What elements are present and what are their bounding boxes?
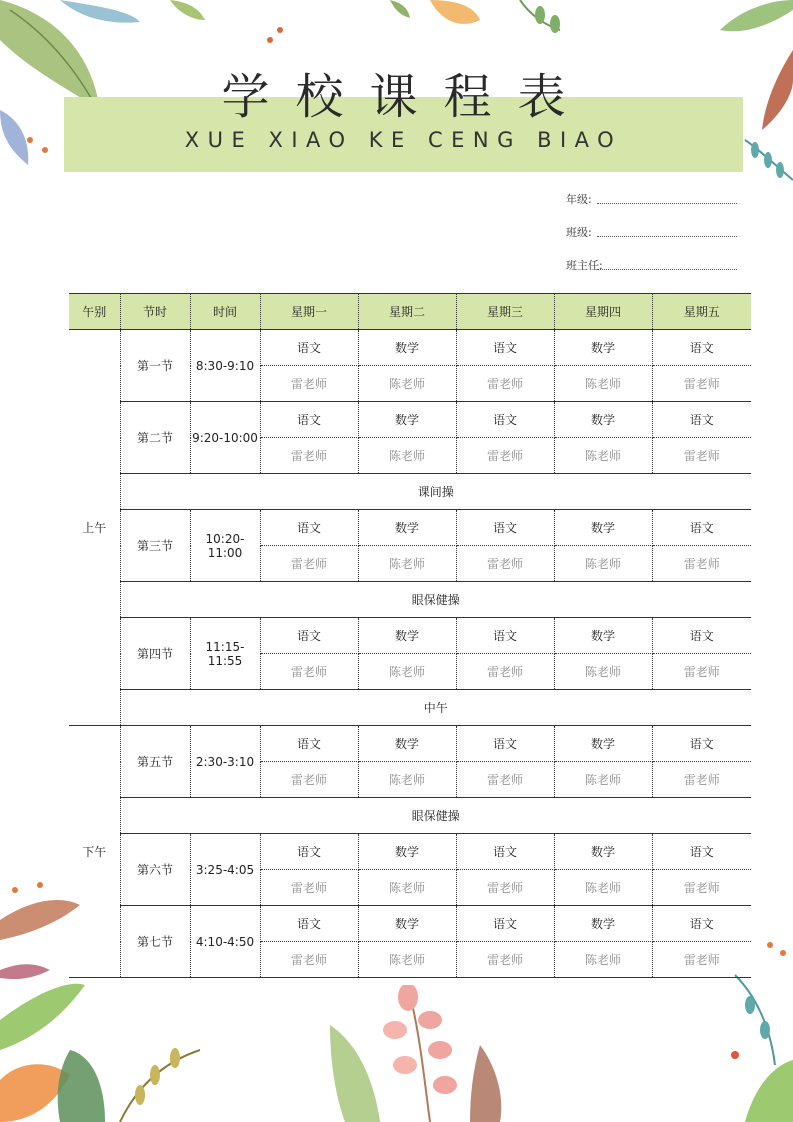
head-teacher-label: 班主任: — [566, 259, 603, 272]
break-row-eye-exercise-label: 眼保健操 — [120, 798, 751, 834]
teacher-cell: 雷老师 — [652, 654, 751, 690]
teacher-cell: 雷老师 — [456, 762, 554, 798]
period-subject-row — [69, 834, 751, 870]
subject-cell: 数学 — [358, 402, 456, 438]
teacher-cell: 雷老师 — [652, 438, 751, 474]
subject-cell: 数学 — [554, 618, 652, 654]
column-header: 节时 — [120, 294, 190, 330]
head-teacher-field[interactable] — [566, 257, 603, 273]
period-name: 第五节 — [120, 726, 190, 798]
noon-row-label: 中午 — [120, 690, 751, 726]
page-title: 学校课程表 — [221, 69, 592, 125]
period-name: 第六节 — [120, 834, 190, 906]
teacher-cell: 雷老师 — [652, 942, 751, 978]
teacher-cell: 陈老师 — [554, 438, 652, 474]
subject-cell: 语文 — [260, 402, 358, 438]
noon-row — [69, 690, 751, 726]
subject-cell: 语文 — [652, 834, 751, 870]
subject-cell: 数学 — [358, 330, 456, 366]
class-label: 班级: — [566, 226, 592, 239]
period-name: 第二节 — [120, 402, 190, 474]
teacher-cell: 雷老师 — [652, 366, 751, 402]
subject-cell: 语文 — [456, 402, 554, 438]
teacher-cell: 陈老师 — [554, 366, 652, 402]
teacher-cell: 雷老师 — [260, 546, 358, 582]
teacher-cell: 雷老师 — [456, 366, 554, 402]
period-subject-row — [69, 330, 751, 366]
column-header: 午别 — [69, 294, 120, 330]
teacher-cell: 陈老师 — [554, 942, 652, 978]
flower-decoration-bottom-center — [330, 985, 530, 1122]
subject-cell: 语文 — [260, 834, 358, 870]
period-time: 10:20-11:00 — [190, 510, 260, 582]
period-subject-row — [69, 726, 751, 762]
teacher-cell: 陈老师 — [358, 942, 456, 978]
teacher-cell: 陈老师 — [554, 762, 652, 798]
class-field[interactable] — [566, 224, 592, 240]
subject-cell: 语文 — [456, 510, 554, 546]
teacher-cell: 雷老师 — [456, 654, 554, 690]
subject-cell: 语文 — [652, 510, 751, 546]
period-subject-row — [69, 510, 751, 546]
period-subject-row — [69, 402, 751, 438]
period-time: 9:20-10:00 — [190, 402, 260, 474]
break-row-eye-exercise — [69, 582, 751, 618]
page-subtitle-pinyin: XUE XIAO KE CENG BIAO — [184, 128, 623, 152]
teacher-cell: 陈老师 — [358, 654, 456, 690]
subject-cell: 语文 — [260, 618, 358, 654]
teacher-cell: 雷老师 — [652, 870, 751, 906]
teacher-cell: 陈老师 — [358, 438, 456, 474]
break-row-eye-exercise — [69, 798, 751, 834]
subject-cell: 语文 — [652, 906, 751, 942]
subject-cell: 语文 — [652, 726, 751, 762]
column-header: 星期三 — [456, 294, 554, 330]
subject-cell: 数学 — [358, 618, 456, 654]
teacher-cell: 陈老师 — [554, 654, 652, 690]
teacher-cell: 雷老师 — [260, 438, 358, 474]
subject-cell: 语文 — [652, 330, 751, 366]
teacher-cell: 雷老师 — [260, 942, 358, 978]
teacher-cell: 雷老师 — [456, 546, 554, 582]
period-name: 第七节 — [120, 906, 190, 978]
column-header: 星期四 — [554, 294, 652, 330]
period-name: 第四节 — [120, 618, 190, 690]
teacher-cell: 陈老师 — [358, 762, 456, 798]
teacher-cell: 雷老师 — [456, 942, 554, 978]
grade-label: 年级: — [566, 193, 592, 206]
subject-cell: 数学 — [358, 726, 456, 762]
afternoon-label: 下午 — [69, 726, 120, 978]
period-time: 8:30-9:10 — [190, 330, 260, 402]
subject-cell: 数学 — [554, 834, 652, 870]
column-header: 时间 — [190, 294, 260, 330]
flower-decoration-top-center — [160, 0, 580, 60]
period-time: 4:10-4:50 — [190, 906, 260, 978]
teacher-cell: 陈老师 — [358, 546, 456, 582]
subject-cell: 语文 — [260, 906, 358, 942]
subject-cell: 数学 — [554, 726, 652, 762]
teacher-cell: 雷老师 — [260, 762, 358, 798]
teacher-cell: 雷老师 — [456, 438, 554, 474]
period-time: 3:25-4:05 — [190, 834, 260, 906]
teacher-cell: 雷老师 — [260, 654, 358, 690]
schedule-table — [69, 293, 751, 978]
subject-cell: 语文 — [456, 330, 554, 366]
teacher-cell: 雷老师 — [652, 762, 751, 798]
subject-cell: 数学 — [358, 834, 456, 870]
class-input-line[interactable] — [597, 232, 737, 237]
subject-cell: 语文 — [456, 726, 554, 762]
subject-cell: 数学 — [554, 906, 652, 942]
teacher-cell: 陈老师 — [554, 870, 652, 906]
period-name: 第一节 — [120, 330, 190, 402]
break-row-eye-exercise-label: 眼保健操 — [120, 582, 751, 618]
subject-cell: 语文 — [260, 330, 358, 366]
teacher-cell: 陈老师 — [358, 870, 456, 906]
teacher-cell: 雷老师 — [260, 366, 358, 402]
subject-cell: 语文 — [652, 618, 751, 654]
teacher-cell: 雷老师 — [652, 546, 751, 582]
period-name: 第三节 — [120, 510, 190, 582]
subject-cell: 语文 — [456, 834, 554, 870]
subject-cell: 数学 — [358, 906, 456, 942]
subject-cell: 语文 — [456, 618, 554, 654]
subject-cell: 数学 — [358, 510, 456, 546]
period-subject-row — [69, 618, 751, 654]
table-header-row — [69, 294, 751, 330]
head-teacher-input-line[interactable] — [597, 265, 737, 270]
break-row-exercise-label: 课间操 — [120, 474, 751, 510]
subject-cell: 语文 — [260, 726, 358, 762]
morning-label: 上午 — [69, 330, 120, 726]
teacher-cell: 雷老师 — [260, 870, 358, 906]
subject-cell: 语文 — [260, 510, 358, 546]
grade-input-line[interactable] — [597, 199, 737, 204]
grade-field[interactable] — [566, 191, 592, 207]
period-time: 2:30-3:10 — [190, 726, 260, 798]
subject-cell: 语文 — [652, 402, 751, 438]
subject-cell: 语文 — [456, 906, 554, 942]
teacher-cell: 雷老师 — [456, 870, 554, 906]
subject-cell: 数学 — [554, 330, 652, 366]
subject-cell: 数学 — [554, 402, 652, 438]
period-subject-row — [69, 906, 751, 942]
teacher-cell: 陈老师 — [358, 366, 456, 402]
column-header: 星期一 — [260, 294, 358, 330]
period-time: 11:15-11:55 — [190, 618, 260, 690]
column-header: 星期五 — [652, 294, 751, 330]
subject-cell: 数学 — [554, 510, 652, 546]
break-row-exercise — [69, 474, 751, 510]
column-header: 星期二 — [358, 294, 456, 330]
teacher-cell: 陈老师 — [554, 546, 652, 582]
